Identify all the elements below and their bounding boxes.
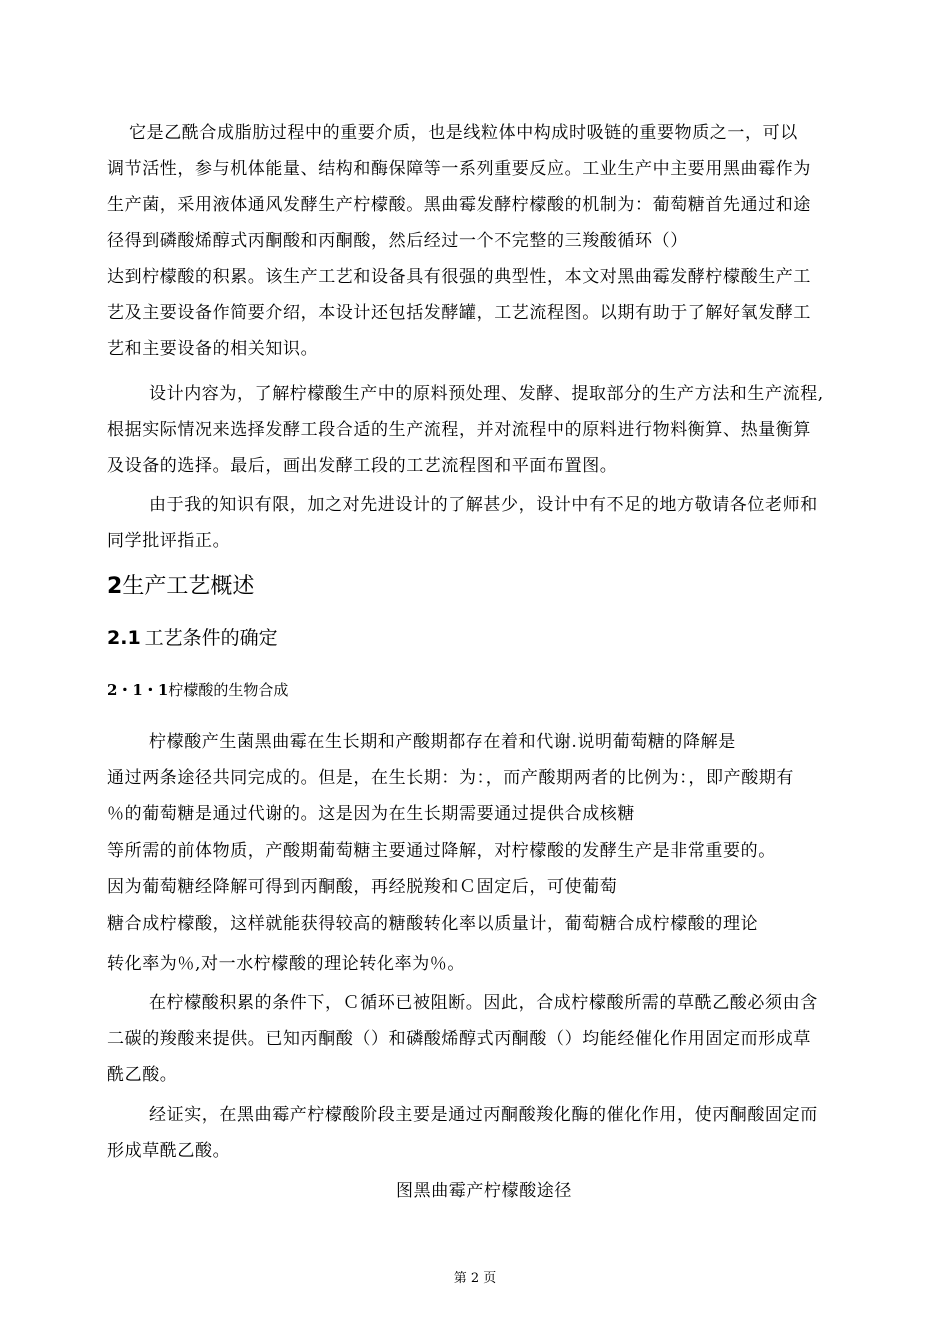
paragraph-line: 形成草酰乙酸。 <box>107 1141 231 1161</box>
paragraph-line: 艺和主要设备的相关知识。 <box>107 339 319 359</box>
page-number: 第 2 页 <box>453 1271 497 1286</box>
paragraph-line: 酰乙酸。 <box>107 1065 178 1085</box>
paragraph-line: 等所需的前体物质，产酸期葡萄糖主要通过降解，对柠檬酸的发酵生产是非常重要的。 <box>107 841 776 861</box>
paragraph-line: 经证实，在黑曲霉产柠檬酸阶段主要是通过丙酮酸羧化酶的催化作用，使丙酮酸固定而 <box>149 1105 818 1125</box>
paragraph-line: 生产菌，采用液体通风发酵生产柠檬酸。黑曲霉发酵柠檬酸的机制为：葡萄糖首先通过和途 <box>107 195 811 215</box>
paragraph-line: 艺及主要设备作简要介绍，本设计还包括发酵罐，工艺流程图。以期有助于了解好氧发酵工 <box>107 303 811 323</box>
paragraph-line: 由于我的知识有限，加之对先进设计的了解甚少，设计中有不足的地方敬请各位老师和 <box>149 495 818 515</box>
paragraph-line: 转化率为％,对一水柠檬酸的理论转化率为％。 <box>107 954 466 974</box>
paragraph-line: 柠檬酸产生菌黑曲霉在生长期和产酸期都存在着和代谢.说明葡萄糖的降解是 <box>149 732 736 752</box>
paragraph-line: 设计内容为，了解柠檬酸生产中的原料预处理、发酵、提取部分的生产方法和生产流程, <box>149 384 824 404</box>
paragraph-line: 及设备的选择。最后，画出发酵工段的工艺流程图和平面布置图。 <box>107 456 618 476</box>
chapter-title: 生产工艺概述 <box>122 574 255 599</box>
paragraph-line: 它是乙酰合成脂肪过程中的重要介质，也是线粒体中构成时吸链的重要物质之一，可以 <box>129 123 798 143</box>
figure-caption: 图黑曲霉产柠檬酸途径 <box>396 1181 572 1201</box>
section-heading <box>107 626 278 650</box>
paragraph-line: 根据实际情况来选择发酵工段合适的生产流程，并对流程中的原料进行物料衡算、热量衡算 <box>107 420 811 440</box>
paragraph-line: 调节活性，参与机体能量、结构和酶保障等一系列重要反应。工业生产中主要用黑曲霉作为 <box>107 159 811 179</box>
paragraph-line: 同学批评指正。 <box>107 531 231 551</box>
section-title: 工艺条件的确定 <box>144 627 278 649</box>
paragraph-line: 通过两条途径共同完成的。但是，在生长期：为：，而产酸期两者的比例为：，即产酸期有 <box>107 768 794 788</box>
chapter-number: 2 <box>107 574 123 599</box>
paragraph-line: 达到柠檬酸的积累。该生产工艺和设备具有很强的典型性，本文对黑曲霉发酵柠檬酸生产工 <box>107 267 811 287</box>
paragraph-line: 在柠檬酸积累的条件下，Ｃ循环已被阻断。因此，合成柠檬酸所需的草酰乙酸必须由含 <box>149 993 818 1013</box>
paragraph-line: ％的葡萄糖是通过代谢的。这是因为在生长期需要通过提供合成核糖 <box>107 804 635 824</box>
chapter-heading <box>107 573 254 601</box>
subsection-number: 2・1・1 <box>107 681 169 699</box>
subsection-title: 柠檬酸的生物合成 <box>168 681 289 699</box>
paragraph-line: 因为葡萄糖经降解可得到丙酮酸，再经脱羧和Ｃ固定后，可使葡萄 <box>107 877 618 897</box>
subsection-heading <box>107 680 288 700</box>
section-number: 2.1 <box>107 627 141 649</box>
paragraph-line: 糖合成柠檬酸，这样就能获得较高的糖酸转化率以质量计，葡萄糖合成柠檬酸的理论 <box>107 914 759 934</box>
paragraph-line: 径得到磷酸烯醇式丙酮酸和丙酮酸，然后经过一个不完整的三羧酸循环（） <box>107 231 688 251</box>
paragraph-line: 二碳的羧酸来提供。已知丙酮酸（）和磷酸烯醇式丙酮酸（）均能经催化作用固定而形成草 <box>107 1029 811 1049</box>
